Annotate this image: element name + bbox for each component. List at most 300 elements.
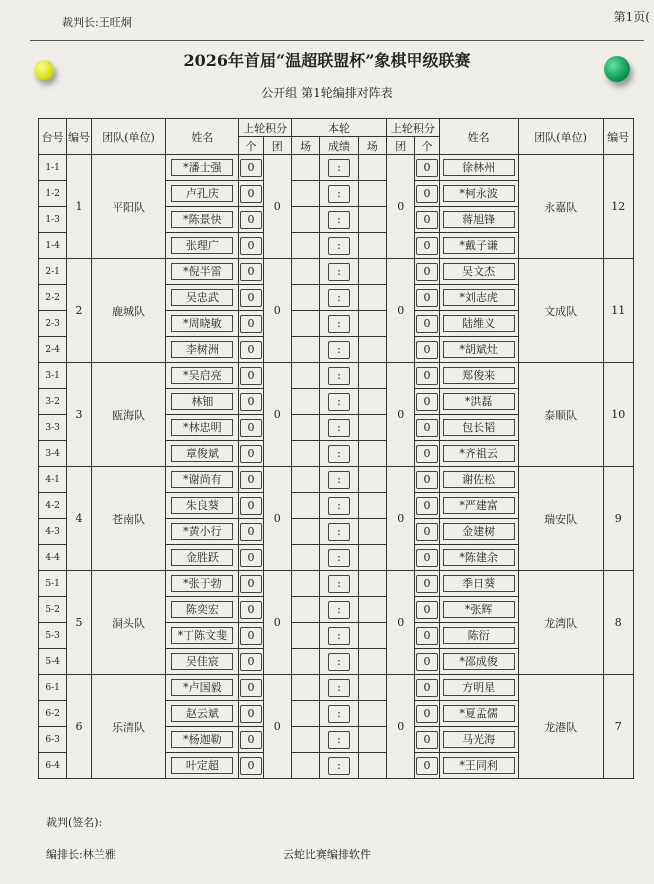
left-player-name bbox=[166, 389, 239, 415]
right-player-score bbox=[415, 363, 439, 389]
arranger-label: 编排长:林兰雅 bbox=[46, 848, 116, 861]
header-ind-right: 个 bbox=[415, 137, 439, 155]
left-player-name bbox=[166, 727, 239, 753]
right-player-name bbox=[439, 753, 518, 779]
left-player-name-box: 吴忠武 bbox=[171, 289, 233, 306]
right-player-name bbox=[439, 597, 518, 623]
left-player-name-box: 卢孔庆 bbox=[171, 185, 233, 202]
result-cell-box: : bbox=[328, 627, 350, 645]
left-team-name: 鹿城队 bbox=[91, 259, 166, 363]
right-player-score-box: 0 bbox=[416, 471, 438, 489]
left-team-num: 6 bbox=[67, 675, 91, 779]
right-player-name-box: 陈衍 bbox=[443, 627, 515, 644]
right-player-score bbox=[415, 519, 439, 545]
header-prev-score-right: 上轮积分 bbox=[387, 119, 440, 137]
left-player-score-box: 0 bbox=[240, 419, 262, 437]
right-player-name bbox=[439, 259, 518, 285]
right-field-cell bbox=[358, 441, 386, 467]
left-player-score-box: 0 bbox=[240, 731, 262, 749]
result-cell-box: : bbox=[328, 185, 350, 203]
left-player-score bbox=[239, 545, 263, 571]
seat-cell: 1-2 bbox=[39, 181, 67, 207]
header-team-left: 团队(单位) bbox=[91, 119, 166, 155]
left-player-score bbox=[239, 701, 263, 727]
table-row bbox=[39, 363, 634, 389]
right-player-name-box: 谢佐松 bbox=[443, 471, 515, 488]
left-player-name-box: 朱良葵 bbox=[171, 497, 233, 514]
seat-cell: 3-4 bbox=[39, 441, 67, 467]
header-name-right: 姓名 bbox=[439, 119, 518, 155]
header-num-left: 编号 bbox=[67, 119, 91, 155]
seat-cell: 3-1 bbox=[39, 363, 67, 389]
right-player-name bbox=[439, 363, 518, 389]
right-team-num: 9 bbox=[603, 467, 633, 571]
left-player-score bbox=[239, 727, 263, 753]
left-player-name-box: *陈景快 bbox=[171, 211, 233, 228]
header-grp-left: 团 bbox=[263, 137, 291, 155]
seat-cell: 4-3 bbox=[39, 519, 67, 545]
header-prev-score-left: 上轮积分 bbox=[239, 119, 292, 137]
left-player-score-box: 0 bbox=[240, 471, 262, 489]
result-cell bbox=[320, 571, 358, 597]
right-player-name-box: *胡斌灶 bbox=[443, 341, 515, 358]
seat-cell: 5-2 bbox=[39, 597, 67, 623]
left-player-score bbox=[239, 571, 263, 597]
left-player-score bbox=[239, 649, 263, 675]
right-player-name-box: 包长韬 bbox=[443, 419, 515, 436]
left-player-name bbox=[166, 597, 239, 623]
left-player-name-box: *黄小行 bbox=[171, 523, 233, 540]
left-team-num: 2 bbox=[67, 259, 91, 363]
left-field-cell bbox=[291, 363, 319, 389]
right-player-score-box: 0 bbox=[416, 393, 438, 411]
result-cell-box: : bbox=[328, 237, 350, 255]
left-player-name-box: *卢国毅 bbox=[171, 679, 233, 696]
left-player-name-box: *周晓敏 bbox=[171, 315, 233, 332]
right-player-score bbox=[415, 337, 439, 363]
result-cell bbox=[320, 259, 358, 285]
seat-cell: 5-3 bbox=[39, 623, 67, 649]
left-field-cell bbox=[291, 467, 319, 493]
right-player-score bbox=[415, 597, 439, 623]
right-field-cell bbox=[358, 597, 386, 623]
left-player-name-box: 吴佳宸 bbox=[171, 653, 233, 670]
result-cell-box: : bbox=[328, 731, 350, 749]
left-field-cell bbox=[291, 571, 319, 597]
right-player-score-box: 0 bbox=[416, 575, 438, 593]
right-team-score: 0 bbox=[387, 675, 415, 779]
table-row bbox=[39, 155, 634, 181]
left-field-cell bbox=[291, 389, 319, 415]
result-cell bbox=[320, 415, 358, 441]
right-team-num: 12 bbox=[603, 155, 633, 259]
left-player-name bbox=[166, 311, 239, 337]
left-team-score: 0 bbox=[263, 155, 291, 259]
left-player-name bbox=[166, 259, 239, 285]
result-cell-box: : bbox=[328, 289, 350, 307]
left-player-name bbox=[166, 233, 239, 259]
right-player-score bbox=[415, 701, 439, 727]
right-player-score bbox=[415, 415, 439, 441]
result-cell bbox=[320, 389, 358, 415]
result-cell-box: : bbox=[328, 653, 350, 671]
right-player-name-box: 季日葵 bbox=[443, 575, 515, 592]
right-field-cell bbox=[358, 259, 386, 285]
table-row bbox=[39, 571, 634, 597]
right-player-score-box: 0 bbox=[416, 757, 438, 775]
right-player-name-box: 金建树 bbox=[443, 523, 515, 540]
table-row bbox=[39, 259, 634, 285]
left-team-num: 5 bbox=[67, 571, 91, 675]
result-cell-box: : bbox=[328, 497, 350, 515]
left-player-score bbox=[239, 441, 263, 467]
right-player-name bbox=[439, 675, 518, 701]
result-cell-box: : bbox=[328, 211, 350, 229]
result-cell bbox=[320, 363, 358, 389]
left-player-score-box: 0 bbox=[240, 705, 262, 723]
right-player-name bbox=[439, 441, 518, 467]
right-field-cell bbox=[358, 467, 386, 493]
seat-cell: 2-1 bbox=[39, 259, 67, 285]
right-player-name bbox=[439, 311, 518, 337]
left-player-name bbox=[166, 753, 239, 779]
right-field-cell bbox=[358, 155, 386, 181]
left-player-name-box: *杨迦勒 bbox=[171, 731, 233, 748]
result-cell bbox=[320, 753, 358, 779]
right-team-name: 龙湾队 bbox=[518, 571, 603, 675]
left-player-score-box: 0 bbox=[240, 159, 262, 177]
result-cell bbox=[320, 311, 358, 337]
result-cell-box: : bbox=[328, 471, 350, 489]
left-field-cell bbox=[291, 623, 319, 649]
right-player-score-box: 0 bbox=[416, 523, 438, 541]
header-field-left: 场 bbox=[291, 137, 319, 155]
right-player-name-box: *戴子谦 bbox=[443, 237, 515, 254]
result-cell bbox=[320, 597, 358, 623]
seat-cell: 2-3 bbox=[39, 311, 67, 337]
seat-cell: 4-2 bbox=[39, 493, 67, 519]
left-field-cell bbox=[291, 701, 319, 727]
left-field-cell bbox=[291, 311, 319, 337]
right-player-name bbox=[439, 415, 518, 441]
left-team-score: 0 bbox=[263, 571, 291, 675]
right-field-cell bbox=[358, 207, 386, 233]
left-player-score bbox=[239, 233, 263, 259]
right-team-num: 10 bbox=[603, 363, 633, 467]
right-field-cell bbox=[358, 675, 386, 701]
right-player-score bbox=[415, 493, 439, 519]
right-field-cell bbox=[358, 727, 386, 753]
result-cell bbox=[320, 727, 358, 753]
right-team-score: 0 bbox=[387, 571, 415, 675]
right-player-name-box: 蒋旭锋 bbox=[443, 211, 515, 228]
right-team-num: 11 bbox=[603, 259, 633, 363]
left-player-score-box: 0 bbox=[240, 211, 262, 229]
right-player-name-box: *王同利 bbox=[443, 757, 515, 774]
left-player-name-box: *林忠明 bbox=[171, 419, 233, 436]
right-player-name bbox=[439, 545, 518, 571]
left-field-cell bbox=[291, 727, 319, 753]
seat-cell: 2-2 bbox=[39, 285, 67, 311]
left-player-name bbox=[166, 493, 239, 519]
right-player-score bbox=[415, 649, 439, 675]
page-number: 第1页( bbox=[613, 10, 650, 24]
right-player-name bbox=[439, 285, 518, 311]
left-player-name-box: *吴启亮 bbox=[171, 367, 233, 384]
right-player-name bbox=[439, 467, 518, 493]
result-cell bbox=[320, 181, 358, 207]
left-player-name bbox=[166, 675, 239, 701]
right-field-cell bbox=[358, 649, 386, 675]
left-team-num: 4 bbox=[67, 467, 91, 571]
right-player-score bbox=[415, 467, 439, 493]
header-field-right: 场 bbox=[358, 137, 386, 155]
table-row bbox=[39, 675, 634, 701]
right-field-cell bbox=[358, 623, 386, 649]
left-player-name bbox=[166, 181, 239, 207]
right-player-score bbox=[415, 753, 439, 779]
left-player-name-box: *丁陈文斐 bbox=[171, 627, 233, 644]
left-player-score bbox=[239, 623, 263, 649]
left-field-cell bbox=[291, 649, 319, 675]
left-player-name bbox=[166, 337, 239, 363]
table-row bbox=[39, 467, 634, 493]
right-player-score bbox=[415, 545, 439, 571]
left-player-name-box: 金胜跃 bbox=[171, 549, 233, 566]
right-player-name-box: *陈建余 bbox=[443, 549, 515, 566]
result-cell bbox=[320, 285, 358, 311]
right-player-score bbox=[415, 623, 439, 649]
right-player-name-box: 郑俊来 bbox=[443, 367, 515, 384]
header-team-right: 团队(单位) bbox=[518, 119, 603, 155]
right-team-num: 7 bbox=[603, 675, 633, 779]
left-player-score bbox=[239, 311, 263, 337]
right-field-cell bbox=[358, 701, 386, 727]
left-field-cell bbox=[291, 493, 319, 519]
right-player-name bbox=[439, 207, 518, 233]
right-player-name-box: *柯永波 bbox=[443, 185, 515, 202]
result-cell bbox=[320, 545, 358, 571]
seat-cell: 6-1 bbox=[39, 675, 67, 701]
left-player-score bbox=[239, 519, 263, 545]
left-player-score-box: 0 bbox=[240, 497, 262, 515]
result-cell-box: : bbox=[328, 445, 350, 463]
result-cell-box: : bbox=[328, 393, 350, 411]
right-player-score bbox=[415, 389, 439, 415]
right-player-score bbox=[415, 233, 439, 259]
right-player-name-box: 陆维义 bbox=[443, 315, 515, 332]
left-player-score-box: 0 bbox=[240, 757, 262, 775]
left-player-name bbox=[166, 415, 239, 441]
left-player-name-box: 李树洲 bbox=[171, 341, 233, 358]
result-cell-box: : bbox=[328, 679, 350, 697]
left-player-name-box: 赵云斌 bbox=[171, 705, 233, 722]
right-field-cell bbox=[358, 311, 386, 337]
left-player-name bbox=[166, 207, 239, 233]
left-field-cell bbox=[291, 285, 319, 311]
right-player-name bbox=[439, 727, 518, 753]
right-player-score-box: 0 bbox=[416, 549, 438, 567]
left-team-name: 乐清队 bbox=[91, 675, 166, 779]
left-field-cell bbox=[291, 233, 319, 259]
right-team-name: 龙港队 bbox=[518, 675, 603, 779]
left-player-score bbox=[239, 675, 263, 701]
left-player-score-box: 0 bbox=[240, 367, 262, 385]
right-player-score-box: 0 bbox=[416, 289, 438, 307]
result-cell-box: : bbox=[328, 159, 350, 177]
result-cell-box: : bbox=[328, 419, 350, 437]
left-player-score bbox=[239, 493, 263, 519]
right-player-name-box: *洪磊 bbox=[443, 393, 515, 410]
right-team-name: 泰顺队 bbox=[518, 363, 603, 467]
left-field-cell bbox=[291, 441, 319, 467]
left-team-score: 0 bbox=[263, 675, 291, 779]
right-player-name-box: *张辉 bbox=[443, 601, 515, 618]
seat-cell: 6-3 bbox=[39, 727, 67, 753]
left-field-cell bbox=[291, 155, 319, 181]
left-field-cell bbox=[291, 337, 319, 363]
right-field-cell bbox=[358, 337, 386, 363]
result-cell bbox=[320, 675, 358, 701]
result-cell bbox=[320, 233, 358, 259]
left-player-score-box: 0 bbox=[240, 237, 262, 255]
result-cell bbox=[320, 519, 358, 545]
result-cell bbox=[320, 441, 358, 467]
header-rule bbox=[30, 40, 644, 41]
left-field-cell bbox=[291, 259, 319, 285]
left-player-name bbox=[166, 649, 239, 675]
left-team-name: 平阳队 bbox=[91, 155, 166, 259]
left-player-score bbox=[239, 337, 263, 363]
left-player-name bbox=[166, 623, 239, 649]
left-player-name bbox=[166, 545, 239, 571]
right-player-name-box: *夏孟儒 bbox=[443, 705, 515, 722]
left-player-score-box: 0 bbox=[240, 263, 262, 281]
result-cell bbox=[320, 155, 358, 181]
result-cell bbox=[320, 493, 358, 519]
right-player-score-box: 0 bbox=[416, 627, 438, 645]
left-player-score bbox=[239, 285, 263, 311]
seat-cell: 5-1 bbox=[39, 571, 67, 597]
right-player-name-box: 马光海 bbox=[443, 731, 515, 748]
left-team-num: 1 bbox=[67, 155, 91, 259]
result-cell-box: : bbox=[328, 523, 350, 541]
chief-referee-label: 裁判长:王旺炯 bbox=[62, 16, 132, 29]
right-team-num: 8 bbox=[603, 571, 633, 675]
left-player-score-box: 0 bbox=[240, 341, 262, 359]
seat-cell: 3-2 bbox=[39, 389, 67, 415]
left-player-name bbox=[166, 519, 239, 545]
right-player-name bbox=[439, 389, 518, 415]
header-round: 本轮 bbox=[291, 119, 386, 137]
right-field-cell bbox=[358, 415, 386, 441]
seat-cell: 1-1 bbox=[39, 155, 67, 181]
right-player-name bbox=[439, 623, 518, 649]
right-player-name-box: 徐林州 bbox=[443, 159, 515, 176]
right-player-name bbox=[439, 493, 518, 519]
right-field-cell bbox=[358, 545, 386, 571]
right-team-score: 0 bbox=[387, 363, 415, 467]
seat-cell: 6-2 bbox=[39, 701, 67, 727]
right-team-score: 0 bbox=[387, 155, 415, 259]
left-player-name bbox=[166, 571, 239, 597]
left-player-name bbox=[166, 701, 239, 727]
result-cell bbox=[320, 207, 358, 233]
left-player-name-box: *谢尚有 bbox=[171, 471, 233, 488]
header-ind-left: 个 bbox=[239, 137, 263, 155]
right-player-name-box: 吴文杰 bbox=[443, 263, 515, 280]
left-player-name bbox=[166, 467, 239, 493]
right-player-name bbox=[439, 519, 518, 545]
right-player-score bbox=[415, 181, 439, 207]
left-player-score bbox=[239, 467, 263, 493]
result-cell-box: : bbox=[328, 549, 350, 567]
left-player-name-box: *张于勃 bbox=[171, 575, 233, 592]
right-player-name-box: 方明星 bbox=[443, 679, 515, 696]
right-player-score bbox=[415, 571, 439, 597]
right-player-score-box: 0 bbox=[416, 237, 438, 255]
left-player-score-box: 0 bbox=[240, 653, 262, 671]
left-team-score: 0 bbox=[263, 467, 291, 571]
left-player-score bbox=[239, 363, 263, 389]
right-field-cell bbox=[358, 285, 386, 311]
left-player-score bbox=[239, 597, 263, 623]
left-player-name-box: 陈奕宏 bbox=[171, 601, 233, 618]
left-player-score-box: 0 bbox=[240, 315, 262, 333]
right-player-name-box: *刘志虎 bbox=[443, 289, 515, 306]
right-player-name-box: *邵成俊 bbox=[443, 653, 515, 670]
right-player-score-box: 0 bbox=[416, 315, 438, 333]
right-player-score-box: 0 bbox=[416, 445, 438, 463]
left-player-name bbox=[166, 155, 239, 181]
left-team-score: 0 bbox=[263, 259, 291, 363]
left-player-score-box: 0 bbox=[240, 601, 262, 619]
left-player-name-box: 张理广 bbox=[171, 237, 233, 254]
left-team-num: 3 bbox=[67, 363, 91, 467]
left-player-score-box: 0 bbox=[240, 549, 262, 567]
result-cell-box: : bbox=[328, 367, 350, 385]
seat-cell: 4-4 bbox=[39, 545, 67, 571]
right-team-name: 永嘉队 bbox=[518, 155, 603, 259]
right-team-score: 0 bbox=[387, 259, 415, 363]
right-player-name bbox=[439, 649, 518, 675]
left-player-name-box: 林钿 bbox=[171, 393, 233, 410]
left-field-cell bbox=[291, 415, 319, 441]
right-team-score: 0 bbox=[387, 467, 415, 571]
right-player-score bbox=[415, 675, 439, 701]
left-player-name-box: 章俊斌 bbox=[171, 445, 233, 462]
right-field-cell bbox=[358, 493, 386, 519]
right-player-score bbox=[415, 285, 439, 311]
header-name-left: 姓名 bbox=[166, 119, 239, 155]
result-cell bbox=[320, 649, 358, 675]
right-player-score bbox=[415, 259, 439, 285]
left-player-name-box: *潘士强 bbox=[171, 159, 233, 176]
seat-cell: 1-3 bbox=[39, 207, 67, 233]
right-team-name: 文成队 bbox=[518, 259, 603, 363]
result-cell-box: : bbox=[328, 315, 350, 333]
table-body bbox=[39, 155, 634, 779]
right-player-score-box: 0 bbox=[416, 705, 438, 723]
result-cell bbox=[320, 337, 358, 363]
right-player-score-box: 0 bbox=[416, 367, 438, 385]
right-player-name-box: *严建富 bbox=[443, 497, 515, 514]
right-field-cell bbox=[358, 519, 386, 545]
right-player-score-box: 0 bbox=[416, 159, 438, 177]
right-player-score-box: 0 bbox=[416, 653, 438, 671]
right-player-name bbox=[439, 155, 518, 181]
left-player-score-box: 0 bbox=[240, 393, 262, 411]
